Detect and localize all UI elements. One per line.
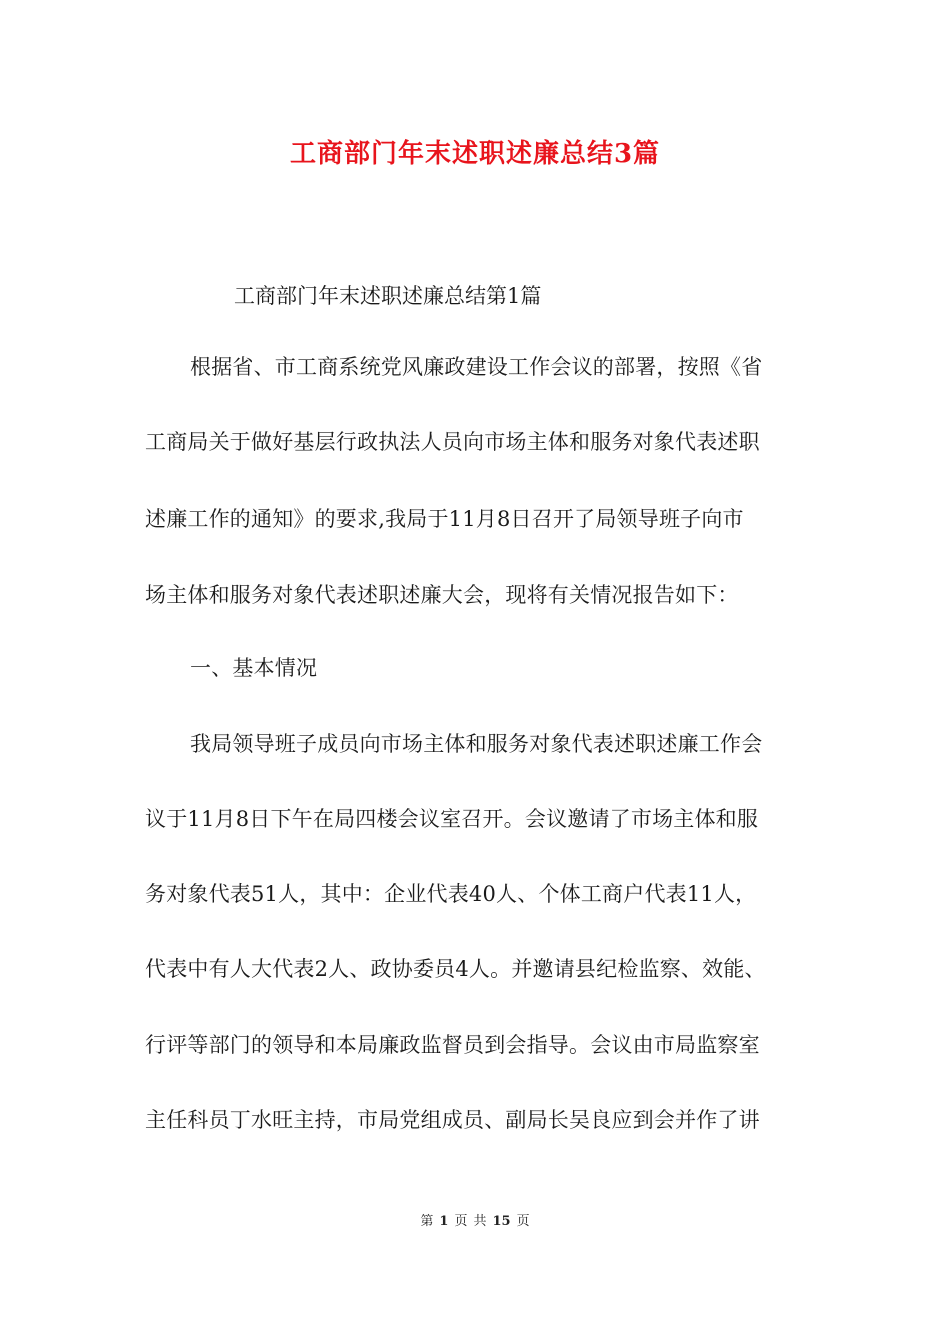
footer-suffix: 页 [516, 1214, 530, 1229]
footer-total-word: 共 [473, 1214, 487, 1229]
page-footer [0, 1210, 950, 1229]
footer-page-word: 页 [454, 1214, 468, 1229]
section-subtitle: 工商部门年末述职述廉总结第1篇 [234, 284, 542, 308]
footer-prefix: 第 [420, 1214, 434, 1229]
paragraph-line: 场主体和服务对象代表述职述廉大会，现将有关情况报告如下： [145, 583, 739, 607]
document-title: 工商部门年末述职述廉总结3篇 [289, 139, 661, 169]
paragraph-line: 行评等部门的领导和本局廉政监督员到会指导。会议由市局监察室 [145, 1033, 760, 1057]
section-heading: 一、基本情况 [190, 656, 318, 680]
paragraph-line: 议于11月8日下午在局四楼会议室召开。会议邀请了市场主体和服 [145, 807, 759, 831]
paragraph-line: 主任科员丁水旺主持，市局党组成员、副局长吴良应到会并作了讲 [145, 1108, 760, 1132]
paragraph-line: 根据省、市工商系统党风廉政建设工作会议的部署，按照《省 [190, 355, 763, 379]
paragraph-line: 务对象代表51人，其中：企业代表40人、个体工商户代表11人， [145, 882, 757, 906]
paragraph-line: 我局领导班子成员向市场主体和服务对象代表述职述廉工作会 [190, 732, 763, 756]
footer-total-pages: 15 [492, 1214, 511, 1229]
paragraph-line: 述廉工作的通知》的要求,我局于11月8日召开了局领导班子向市 [145, 507, 744, 531]
paragraph-line: 工商局关于做好基层行政执法人员向市场主体和服务对象代表述职 [145, 430, 760, 454]
paragraph-line: 代表中有人大代表2人、政协委员4人。并邀请县纪检监察、效能、 [145, 957, 766, 981]
footer-page-number: 1 [439, 1214, 449, 1229]
